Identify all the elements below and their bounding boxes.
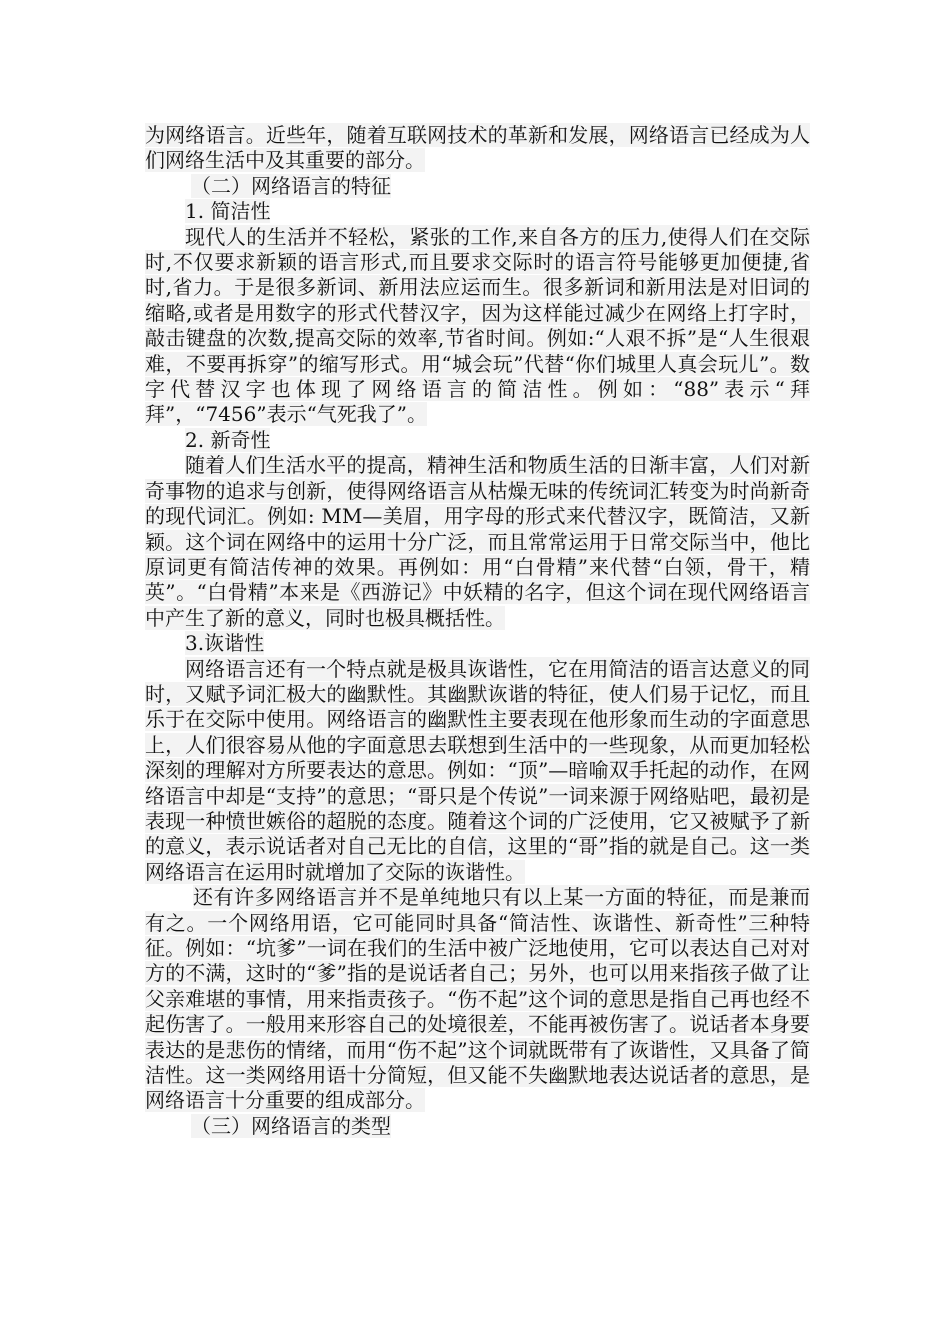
paragraph-intro-continuation (145, 123, 810, 174)
subheading-text: 2. 新奇性 (185, 427, 271, 452)
paragraph-text: 网络语言还有一个特点就是极具诙谐性，它在用简洁的语言达意义的同时，又赋予词汇极大的幽默性。其幽默诙谐的特征，使人们易于记忆，而且乐于在交际中使用。网络语言的幽默性主要表现在他形象而生动的字面意思上，人们很容易从他的字面意思去联想到生活中的一些现象，从而更加轻松深刻的理解对方所要表达的意思。例如：“顶”—暗喻双手托起的动作，在网络语言中却是“支持”的意思；“哥只是个传说”一词来源于网络贴吧，最初是表现一种愤世嫉俗的超脱的态度。随着这个词的广泛使用，它又被赋予了新的意义，表示说话者对自己无比的自信，这里的“哥”指的就是自己。这一类网络语言在运用时就增加了交际的诙谐性。 (145, 656, 810, 884)
subheading-novelty (145, 428, 810, 453)
subheading-humor (145, 631, 810, 656)
subheading-text: 3.诙谐性 (185, 631, 265, 656)
heading-text: （二）网络语言的特征 (191, 173, 391, 198)
subheading-text: 1. 简洁性 (185, 199, 271, 224)
paragraph-text: 为网络语言。近些年，随着互联网技术的革新和发展，网络语言已经成为人们网络生活中及其重要的部分。 (145, 123, 810, 173)
paragraph-combined-features (145, 885, 810, 1114)
heading-text: （三）网络语言的类型 (191, 1113, 391, 1138)
section-heading-features (145, 174, 810, 199)
section-heading-types (145, 1114, 810, 1139)
subheading-conciseness (145, 199, 810, 224)
document-body (145, 123, 810, 1139)
paragraph-text: 随着人们生活水平的提高，精神生活和物质生活的日渐丰富，人们对新奇事物的追求与创新，使得网络语言从枯燥无味的传统词汇转变为时尚新奇的现代词汇。例如: MM—美眉，用字母的形式来代替汉字，既简洁，又新颖。这个词在网络中的运用十分广泛，而且常常运用于日常交际当中，他比原词更有简洁传神的效果。再例如：用“白骨精”来代替“白领，骨干，精英”。“白骨精”本来是《西游记》中妖精的名字，但这个词在现代网络语言中产生了新的意义，同时也极具概括性。 (145, 453, 810, 630)
paragraph-text: 还有许多网络语言并不是单纯地只有以上某一方面的特征，而是兼而有之。一个网络用语，它可能同时具备“简洁性、诙谐性、新奇性”三种特征。例如：“坑爹”一词在我们的生活中被广泛地使用，它可以表达自己对对方的不满，这时的“爹”指的是说话者自己；另外，也可以用来指孩子做了让父亲难堪的事情，用来指责孩子。“伤不起”这个词的意思是指自己再也经不起伤害了。一般用来形容自己的处境很差，不能再被伤害了。说话者本身要表达的是悲伤的情绪，而用“伤不起”这个词就既带有了诙谐性，又具备了简洁性。这一类网络用语十分简短，但又能不失幽默地表达说话者的意思，是网络语言十分重要的组成部分。 (145, 885, 810, 1113)
paragraph-humor (145, 657, 810, 886)
paragraph-novelty (145, 453, 810, 631)
paragraph-text: 现代人的生活并不轻松，紧张的工作,来自各方的压力,使得人们在交际时,不仅要求新颖的语言形式,而且要求交际时的语言符号能够更加便捷,省时,省力。于是很多新词、新用法应运而生。很多新词和新用法是对旧词的缩略,或者是用数字的形式代替汉字，因为这样能过减少在网络上打字时，敲击键盘的次数,提高交际的效率,节省时间。例如:“人艰不拆”是“人生很艰难，不要再拆穿”的缩写形式。用“城会玩”代替“你们城里人真会玩儿”。数字代替汉字也体现了网络语言的简洁性。例如：“88”表示“拜拜”，“7456”表示“气死我了”。 (145, 224, 810, 427)
paragraph-conciseness (145, 225, 810, 428)
